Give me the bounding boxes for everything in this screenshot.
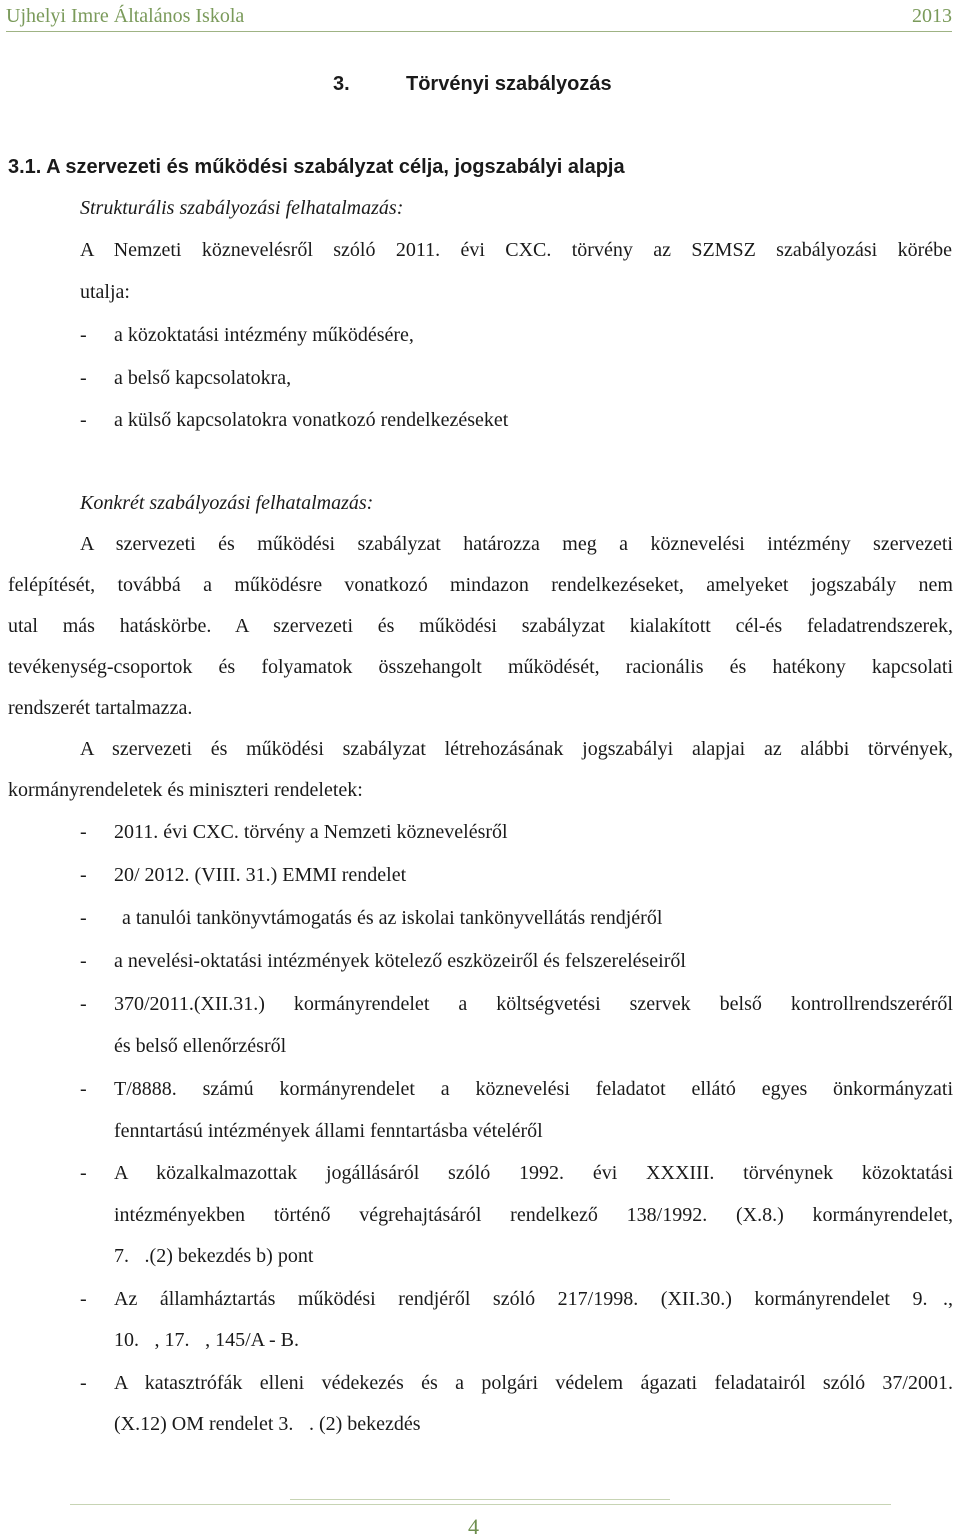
law-item: a nevelési-oktatási intézmények kötelező eszközeiről és felszereléseiről [114, 950, 686, 972]
law-item-continuation: intézményekben történő végrehajtásáról rendelkező 138/1992. (X.8.) kormányrendelet, [114, 1204, 953, 1226]
paragraph-1-line-1: A szervezeti és működési szabályzat határozza meg a köznevelési intézmény szervezeti [80, 533, 953, 555]
chapter-number: 3. [333, 73, 350, 95]
paragraph-1-line-5: rendszerét tartalmazza. [8, 697, 193, 719]
header-school-name: Ujhelyi Imre Általános Iskola [6, 4, 245, 27]
list-dash: - [80, 821, 87, 843]
list-dash: - [80, 324, 87, 346]
list-dash: - [80, 1288, 87, 1310]
list-dash: - [80, 993, 87, 1015]
law-item-continuation: (X.12) OM rendelet 3. . (2) bekezdés [114, 1413, 411, 1435]
law-item: A katasztrófák elleni védekezés és a polgári védelem ágazati feladatairól szóló 37/2001. [114, 1372, 953, 1394]
structural-line-1: A Nemzeti köznevelésről szóló 2011. évi CXC. törvény az SZMSZ szabályozási körébe [80, 239, 952, 261]
list-dash: - [80, 1078, 87, 1100]
list-dash: - [80, 864, 87, 886]
header-year: 2013 [912, 4, 952, 27]
section-title: 3.1. A szervezeti és működési szabályzat célja, jogszabályi alapja [8, 156, 625, 178]
paragraph-2-line-1: A szervezeti és működési szabályzat létrehozásának jogszabályi alapjai az alábbi törvények, [80, 738, 953, 760]
paragraph-1-line-3: utal más hatáskörbe. A szervezeti és működési szabályzat kialakított cél-és feladatrendszerek, [8, 615, 953, 637]
law-item: Az államháztartás működési rendjéről szóló 217/1998. (XII.30.) kormányrendelet 9. ., [114, 1288, 953, 1310]
law-item-continuation: 10. , 17. , 145/A - B. [114, 1329, 278, 1351]
paragraph-1-line-4: tevékenység-csoportok és folyamatok összehangolt működését, racionális és hatékony kapcsolati [8, 656, 953, 678]
structural-line-2: utalja: [80, 281, 130, 303]
structural-heading: Strukturális szabályozási felhatalmazás: [80, 197, 404, 219]
law-item-continuation: 7. .(2) bekezdés b) pont [114, 1245, 303, 1267]
law-item: 370/2011.(XII.31.) kormányrendelet a költségvetési szervek belső kontrollrendszeréről [114, 993, 953, 1015]
list-dash: - [80, 367, 87, 389]
list-dash: - [80, 1372, 87, 1394]
footer-divider-short [290, 1499, 670, 1500]
paragraph-1-line-2: felépítését, továbbá a működésre vonatkozó mindazon rendelkezéseket, amelyeket jogszabály nem [8, 574, 953, 596]
list-dash: - [80, 907, 87, 929]
page-number: 4 [468, 1514, 479, 1539]
law-item: T/8888. számú kormányrendelet a köznevelési feladatot ellátó egyes önkormányzati [114, 1078, 953, 1100]
law-item: 20/ 2012. (VIII. 31.) EMMI rendelet [114, 864, 407, 886]
structural-item-3: a külső kapcsolatokra vonatkozó rendelkezéseket [114, 409, 509, 431]
header-divider [6, 31, 952, 32]
list-dash: - [80, 1162, 87, 1184]
chapter-title: Törvényi szabályozás [406, 73, 612, 95]
page-header [6, 2, 952, 30]
law-item: A közalkalmazottak jogállásáról szóló 1992. évi XXXIII. törvénynek közoktatási [114, 1162, 953, 1184]
concrete-heading: Konkrét szabályozási felhatalmazás: [80, 492, 374, 514]
law-item-continuation: és belső ellenőrzésről [114, 1035, 287, 1057]
structural-item-2: a belső kapcsolatokra, [114, 367, 292, 389]
law-item-continuation: fenntartású intézmények állami fenntartásba vételéről [114, 1120, 543, 1142]
law-item: a tanulói tankönyvtámogatás és az iskolai tankönyvellátás rendjéről [122, 907, 663, 929]
list-dash: - [80, 409, 87, 431]
law-item: 2011. évi CXC. törvény a Nemzeti köznevelésről [114, 821, 508, 843]
structural-item-1: a közoktatási intézmény működésére, [114, 324, 414, 346]
list-dash: - [80, 950, 87, 972]
footer-divider [70, 1504, 891, 1505]
paragraph-2-line-2: kormányrendeletek és miniszteri rendeletek: [8, 779, 363, 801]
